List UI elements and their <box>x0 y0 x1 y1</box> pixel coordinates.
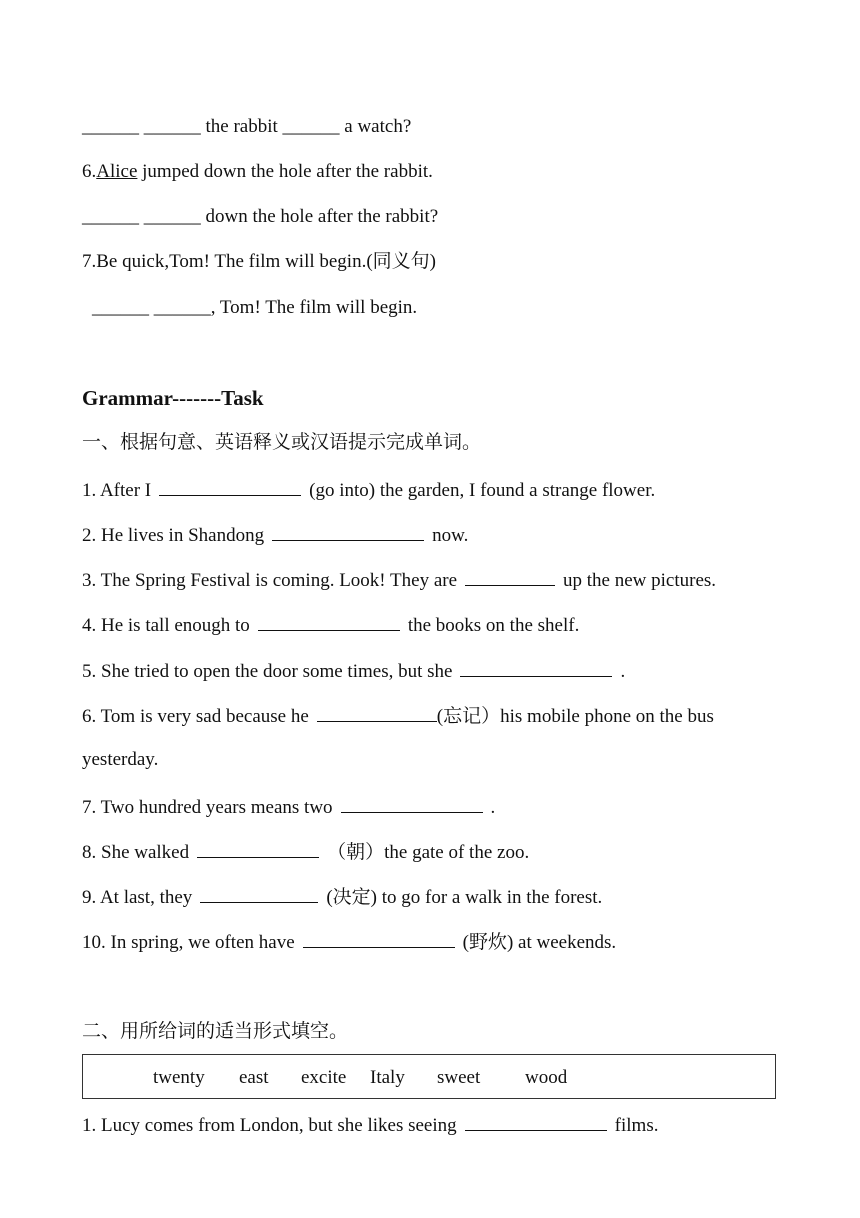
word-bank-word: Italy <box>370 1067 405 1088</box>
q6-rewrite-line: ______ ______ down the hole after the rabbit? <box>82 206 439 227</box>
answer-blank[interactable] <box>197 839 319 858</box>
item-text: (go into) the garden, I found a strange flower. <box>309 480 656 501</box>
item-text: 8. She walked <box>82 842 190 863</box>
answer-blank[interactable] <box>159 477 301 496</box>
item-text: 9. At last, they <box>82 887 193 908</box>
part1-title: 一、根据句意、英语释义或汉语提示完成单词。 <box>82 432 482 453</box>
answer-blank[interactable] <box>303 929 455 948</box>
part2-item-1 <box>82 1112 658 1138</box>
word-bank-word: wood <box>525 1067 568 1088</box>
item-text: 4. He is tall enough to <box>82 615 250 636</box>
q6-number: 6. <box>82 161 97 182</box>
item-text: the books on the shelf. <box>407 615 580 636</box>
word-bank-box <box>82 1054 776 1099</box>
part2-title: 二、用所给词的适当形式填空。 <box>82 1021 349 1042</box>
item-text: . <box>620 661 626 682</box>
answer-blank[interactable] <box>258 612 400 631</box>
item-text: 6. Tom is very sad because he <box>82 706 309 727</box>
q6-underlined-word: Alice <box>96 161 138 182</box>
q7-rewrite-line: ______ ______, Tom! The film will begin. <box>92 297 418 318</box>
part1-item-10 <box>82 929 616 955</box>
answer-blank[interactable] <box>465 567 555 586</box>
word-bank-word: twenty <box>153 1067 205 1088</box>
part1-item-6-continued: yesterday. <box>82 749 159 770</box>
item-text: films. <box>614 1115 659 1136</box>
part1-item-3 <box>82 567 716 593</box>
item-text: now. <box>432 525 469 546</box>
answer-blank[interactable] <box>460 658 612 677</box>
word-bank-word: east <box>239 1067 269 1088</box>
answer-blank[interactable] <box>341 794 483 813</box>
part1-item-9 <box>82 884 602 910</box>
item-text: (忘记）his mobile phone on the bus <box>436 706 714 727</box>
answer-blank[interactable] <box>317 703 437 722</box>
part1-item-1 <box>82 477 655 503</box>
item-text: . <box>490 797 496 818</box>
item-text: 10. In spring, we often have <box>82 932 295 953</box>
word-bank-word: excite <box>301 1067 347 1088</box>
item-text: 1. After I <box>82 480 152 501</box>
item-text: 7. Two hundred years means two <box>82 797 333 818</box>
word-bank-word: sweet <box>437 1067 481 1088</box>
part1-item-8 <box>82 839 529 865</box>
item-text: up the new pictures. <box>563 570 717 591</box>
part1-item-6 <box>82 703 714 729</box>
item-text: (野炊) at weekends. <box>462 932 617 953</box>
answer-blank[interactable] <box>465 1112 607 1131</box>
part1-item-7 <box>82 794 495 820</box>
q5-rewrite-line: ______ ______ the rabbit ______ a watch? <box>82 116 412 137</box>
answer-blank[interactable] <box>200 884 318 903</box>
item-text: (决定) to go for a walk in the forest. <box>326 887 603 908</box>
q6-sentence <box>82 160 433 184</box>
q6-rest: jumped down the hole after the rabbit. <box>137 161 433 182</box>
part1-item-4 <box>82 612 579 638</box>
item-text: 5. She tried to open the door some times, but she <box>82 661 453 682</box>
item-text: 2. He lives in Shandong <box>82 525 265 546</box>
q7-sentence: 7.Be quick,Tom! The film will begin.(同义句) <box>82 251 436 272</box>
part1-item-2 <box>82 522 468 548</box>
part1-item-5 <box>82 658 625 684</box>
section-heading: Grammar-------Task <box>82 386 264 410</box>
answer-blank[interactable] <box>272 522 424 541</box>
item-text: （朝）the gate of the zoo. <box>327 842 530 863</box>
item-text: 3. The Spring Festival is coming. Look! They are <box>82 570 458 591</box>
item-text: 1. Lucy comes from London, but she likes seeing <box>82 1115 457 1136</box>
